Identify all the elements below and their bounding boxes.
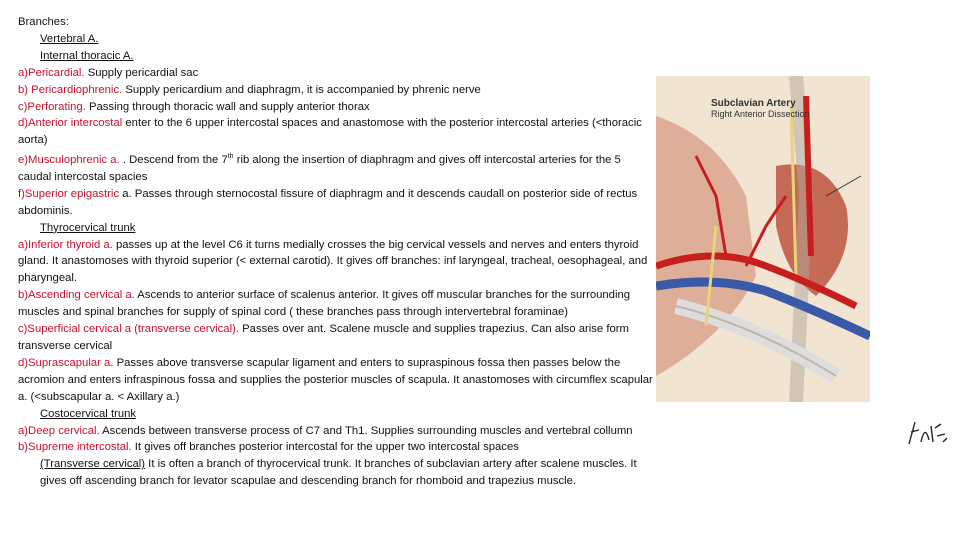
bullet xyxy=(18,406,40,423)
item-pericardiophrenic: b) Pericardiophrenic. Supply pericardium and diaphragm, it is accompanied by phrenic nerve xyxy=(18,83,481,96)
notes-text xyxy=(18,14,654,490)
item-suprascapular: d)Suprascapular a. Passes above transverse scapular ligament and enters to supraspinous fossa then passes below the acromion and enters infraspinous fossa and supplies the posterior muscles of scapula. It anastomoses with circumflex scapular a. (<subscapular a. < Axillary a.) xyxy=(18,356,653,403)
netter-signature xyxy=(905,414,951,450)
figure-title: Subclavian Artery xyxy=(711,98,796,109)
subclavian-dissection-drawing xyxy=(656,76,870,402)
branch-internal-thoracic: Internal thoracic A. xyxy=(40,49,134,62)
branch-costocervical: Costocervical trunk xyxy=(40,407,137,420)
item-transverse-cervical: (Transverse cervical) It is often a branch of thyrocervical trunk. It branches of subclavian artery after scalene muscles. It gives off ascending branch for levator scapulae and descending branch for rhomboid and trapezius muscle. xyxy=(18,456,654,490)
item-deep-cervical: a)Deep cervical. Ascends between transverse process of C7 and Th1. Supplies surrounding muscles and vertebral collumn xyxy=(18,424,633,437)
item-pericardial: a)Pericardial. Supply pericardial sac xyxy=(18,66,199,79)
item-superior-epigastric: f)Superior epigastric a. Passes through sternocostal fissure of diaphragm and it descends caudall on posterior side of rectus abdominis. xyxy=(18,187,638,217)
item-perforating: c)Perforating. Passing through thoracic wall and supply anterior thorax xyxy=(18,100,370,113)
branch-thyrocervical: Thyrocervical trunk xyxy=(40,221,136,234)
branch-vertebral: Vertebral A. xyxy=(40,32,99,45)
bullet xyxy=(18,456,40,473)
item-superficial-cervical: c)Superficial cervical a (transverse cervical). Passes over ant. Scalene muscle and supplies trapezius. Can also arise form transverse cervical xyxy=(18,323,629,352)
bullet xyxy=(18,220,40,237)
anatomy-illustration xyxy=(656,76,870,402)
item-anterior-intercostal: d)Anterior intercostal enter to the 6 upper intercostal spaces and anastomose with the posterior intercostal arteries (<thoracic aorta) xyxy=(18,117,642,147)
item-musculophrenic: e)Musculophrenic a. . Descend from the 7th rib along the insertion of diaphragm and gives off intercostal arteries for the 5 caudal intercostal spacies xyxy=(18,153,621,183)
figure-caption xyxy=(711,98,810,120)
item-inferior-thyroid: a)Inferior thyroid a. passes up at the level C6 it turns medially crosses the big cervical vessels and nerves and enters thyroid gland. It anastomoses with thyroid superior (< external carotid). It gives off branches: inf laryngeal, tracheal, oesophageal, and pharyngeal. xyxy=(18,238,648,285)
bullet xyxy=(18,48,40,65)
heading: Branches: xyxy=(18,16,69,28)
figure-subtitle: Right Anterior Dissection xyxy=(711,109,810,119)
item-supreme-intercostal: b)Supreme intercostal. It gives off branches posterior intercostal for the upper two intercostal spaces xyxy=(18,441,519,454)
bullet xyxy=(18,31,40,48)
item-ascending-cervical: b)Ascending cervical a. Ascends to anterior surface of scalenus anterior. It gives off muscular branches for the surrounding muscles and spinal branches for supply of spinal cord ( these branches pass through intervertebral foraminae) xyxy=(18,289,631,319)
